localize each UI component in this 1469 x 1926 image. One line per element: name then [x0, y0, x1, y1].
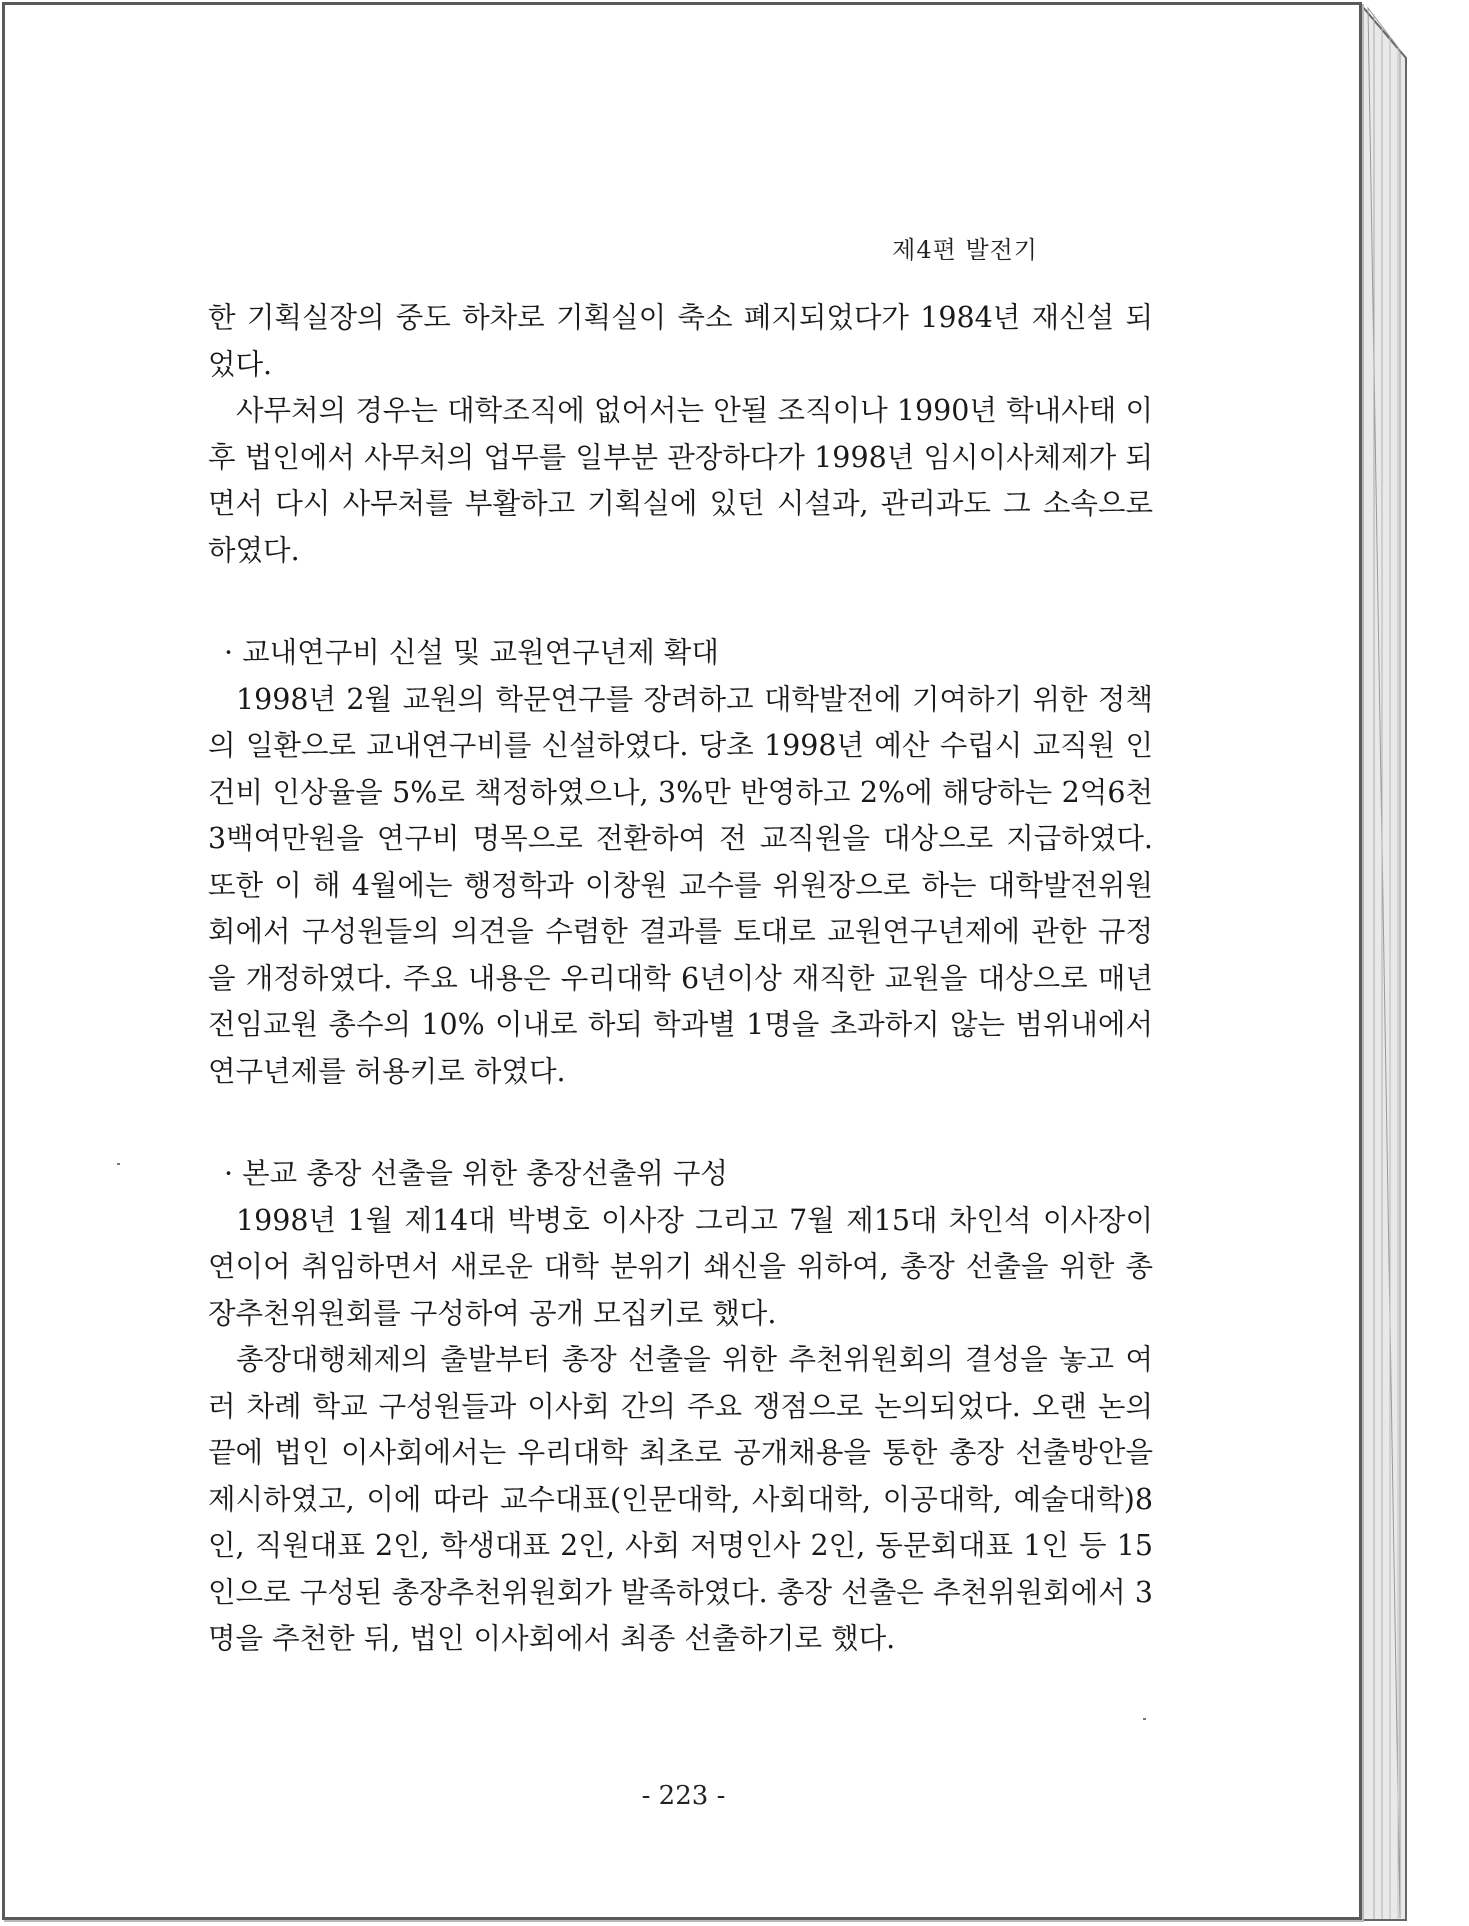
paragraph-research-fund: 1998년 2월 교원의 학문연구를 장려하고 대학발전에 기여하기 위한 정책의 일환으로 교내연구비를 신설하였다. 당초 1998년 예산 수립시 교직원 인건비 인상율을 5%로 책정하였으나, 3%만 반영하고 2%에 해당하는 2억6천3백여만원을 연구비 명목으로 전환하여 전 교직원을 대상으로 지급하였다. 또한 이 해 4월에는 행정학과 이창원 교수를 위원장으로 하는 대학발전위원회에서 구성원들의 의견을 수렴한 결과를 토대로 교원연구년제에 관한 규정을 개정하였다. 주요 내용은 우리대학 6년이상 재직한 교원을 대상으로 매년 전임교원 총수의 10% 이내로 하되 학과별 1명을 초과하지 않는 범위내에서 연구년제를 허용키로 하였다. — [208, 682, 1153, 1088]
section-gap — [208, 574, 1153, 630]
running-header: 제4편 발전기 — [892, 236, 1038, 264]
paragraph-recommendation-committee: 총장대행체제의 출발부터 총장 선출을 위한 추천위원회의 결성을 놓고 여러 차례 학교 구성원들과 이사회 간의 주요 쟁점으로 논의되었다. 오랜 논의 끝에 법인 이사회에서는 우리대학 최초로 공개채용을 통한 총장 선출방안을 제시하였고, 이에 따라 교수대표(인문대학, 사회대학, 이공대학, 예술대학)8인, 직원대표 2인, 학생대표 2인, 사회 저명인사 2인, 동문회대표 1인 등 15인으로 구성된 총장추천위원회가 발족하였다. 총장 선출은 추천위원회에서 3명을 추천한 뒤, 법인 이사회에서 최종 선출하기로 했다. — [208, 1343, 1153, 1655]
paragraph-planning-office: 한 기획실장의 중도 하차로 기획실이 축소 폐지되었다가 1984년 재신설 되었다. — [208, 301, 1153, 381]
page-number: - 223 - — [641, 1781, 726, 1811]
section-gap — [208, 1095, 1153, 1151]
section-heading-research-fund: · 교내연구비 신설 및 교원연구년제 확대 — [224, 636, 719, 669]
paragraph-administration-office: 사무처의 경우는 대학조직에 없어서는 안될 조직이나 1990년 학내사태 이후 법인에서 사무처의 업무를 일부분 관장하다가 1998년 임시이사체제가 되면서 다시 사무처를 부활하고 기획실에 있던 시설과, 관리과도 그 소속으로 하였다. — [208, 394, 1153, 567]
document-page — [2, 2, 1362, 1920]
scan-speck — [117, 1163, 120, 1165]
page-body — [208, 295, 1153, 1663]
section-heading-president-election: · 본교 총장 선출을 위한 총장선출위 구성 — [224, 1157, 728, 1190]
paragraph-board-chairmen: 1998년 1월 제14대 박병호 이사장 그리고 7월 제15대 차인석 이사장이 연이어 취임하면서 새로운 대학 분위기 쇄신을 위하여, 총장 선출을 위한 총장추천위원회를 구성하여 공개 모집키로 했다. — [208, 1203, 1153, 1330]
scan-speck — [1143, 1718, 1146, 1720]
